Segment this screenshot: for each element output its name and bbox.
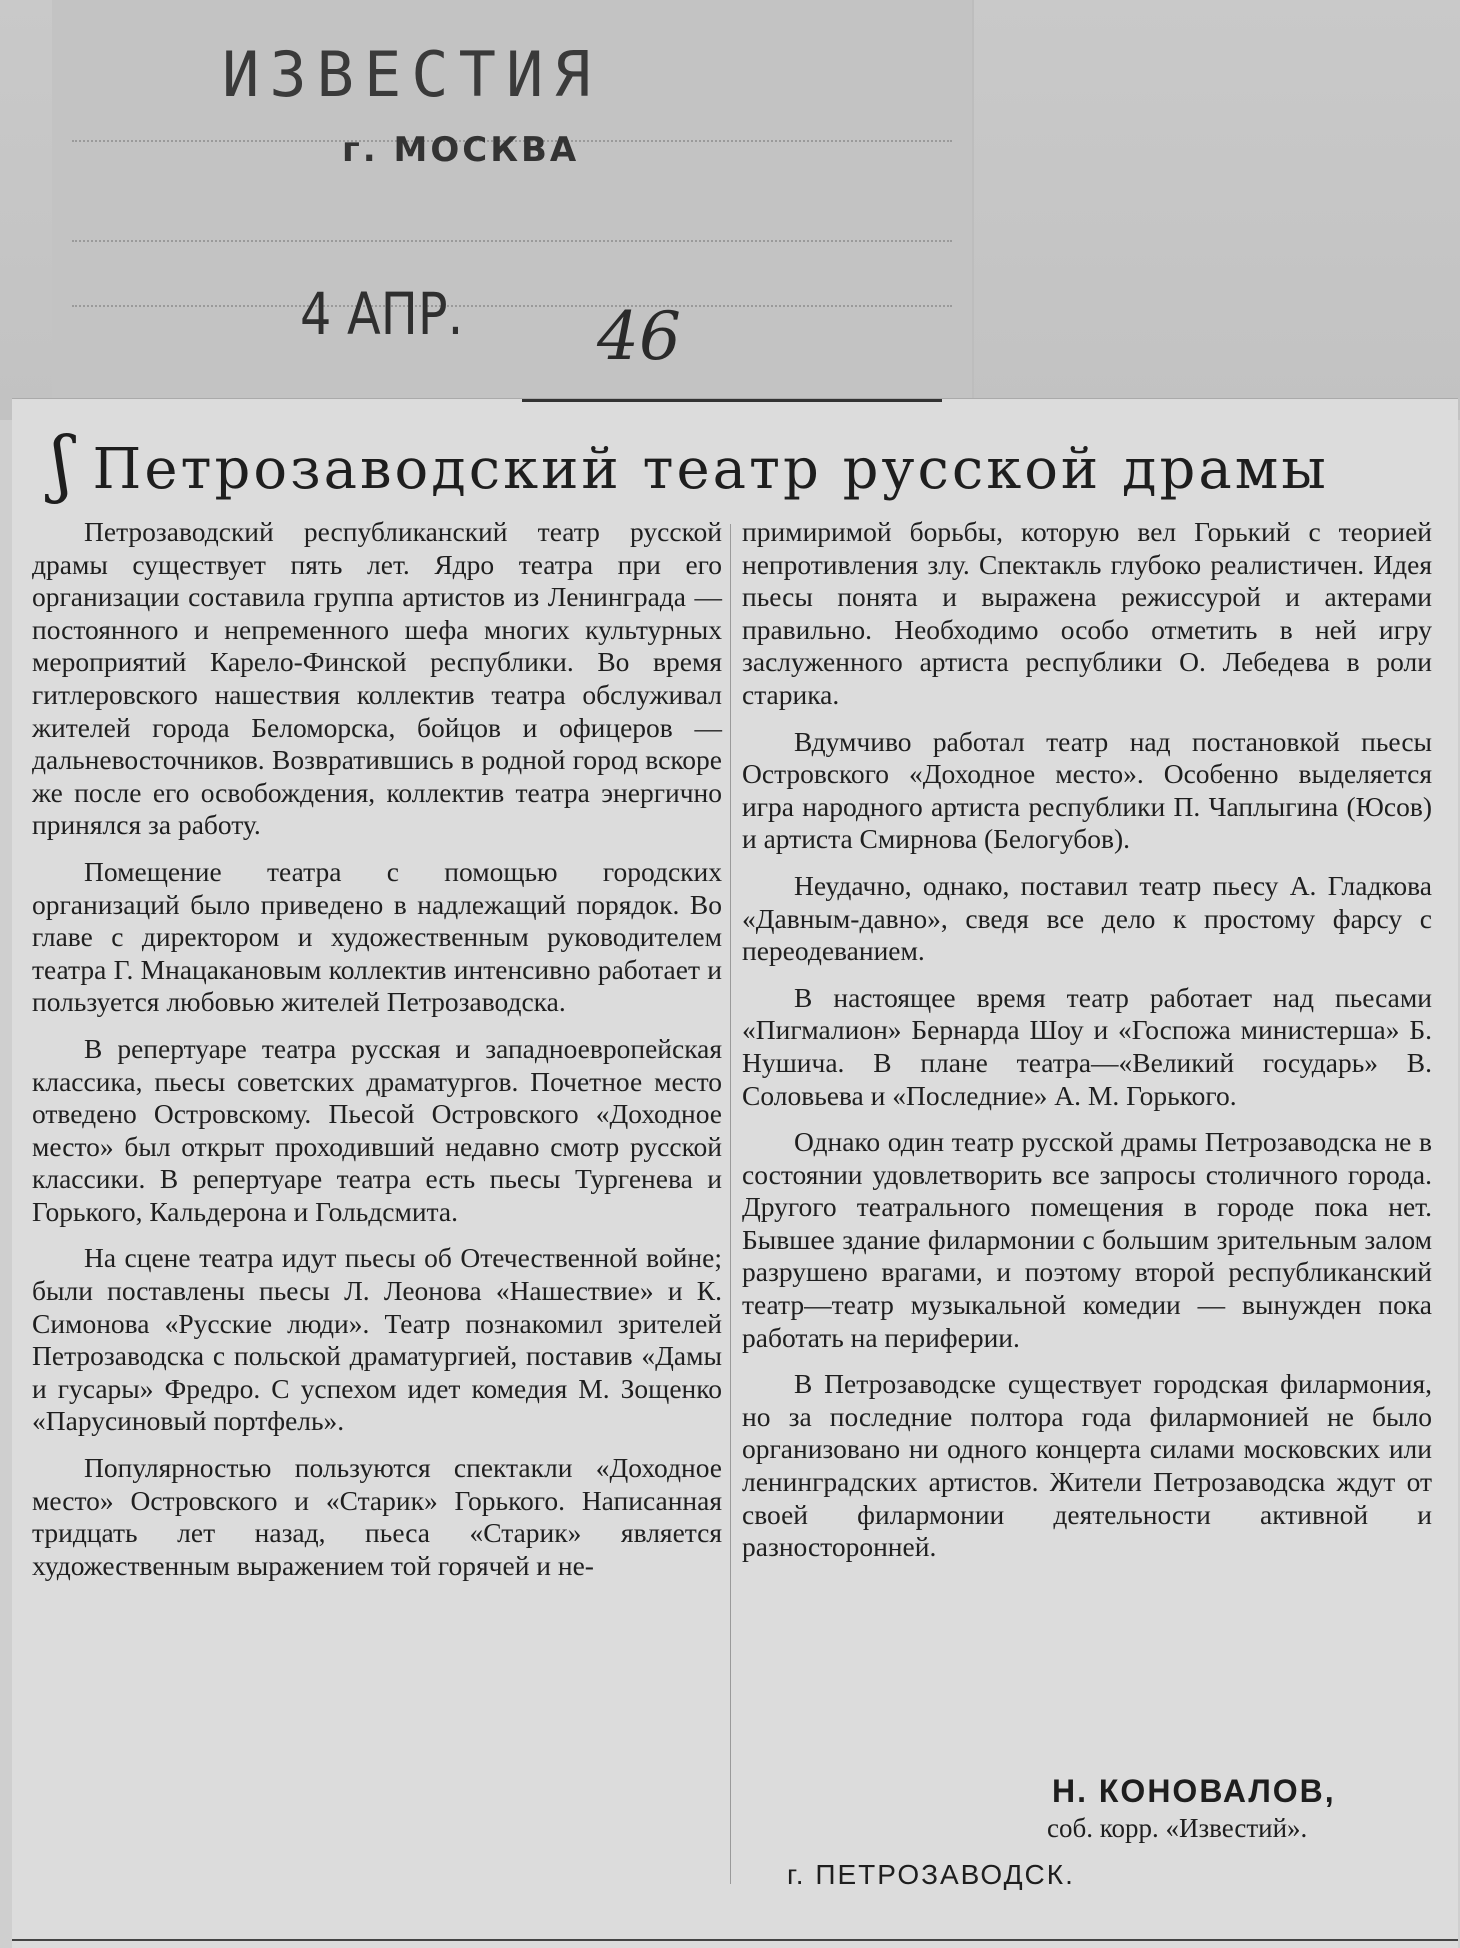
dateline-place: г. ПЕТРОЗАВОДСК. — [787, 1859, 1075, 1890]
margin-mark: ʃ — [52, 421, 75, 505]
newspaper-city: г. МОСКВА — [342, 130, 580, 170]
paragraph-continuation: примиримой борьбы, которую вел Горький с теорией непротивления злу. Спектакль глубоко реалистичен. Идея пьесы понята и выражена режиссурой и актерами правильно. Необходимо особо отметить в ней игру заслуженного артиста республики О. Лебедева в роли старика. — [742, 516, 1432, 710]
paragraph: На сцене театра идут пьесы об Отечественной войне; были поставлены пьесы Л. Леонова «Нашествие» и К. Симонова «Русские люди». Театр познакомил зрителей Петрозаводска с польской драматургией, поставив «Дамы и гусары» Фредро. С успехом идет комедия М. Зощенко «Парусиновый портфель». — [32, 1242, 722, 1437]
paragraph: Петрозаводский республиканский театр русской драмы существует пять лет. Ядро театра при его организации составила группа артистов из Ленинграда — постоянного и непременного шефа многих культурных мероприятий Карело-Финской республики. Во время гитлеровского нашествия коллектив театра обслуживал жителей города Беломорска, бойцов и офицеров — дальневосточников. Возвратившись в родной город вскоре же после его освобождения, коллектив театра энергично принялся за работу. — [32, 516, 722, 841]
newspaper-name: ИЗВЕСТИЯ — [222, 38, 601, 111]
right-column — [742, 516, 1432, 1578]
paragraph: Популярностью пользуются спектакли «Доходное место» Островского и «Старик» Горького. Написанная тридцать лет назад, пьеса «Старик» является художественным выражением той горячей и не- — [32, 1452, 722, 1581]
paragraph: Вдумчиво работал театр над постановкой пьесы Островского «Доходное место». Особенно выделяется игра народного артиста республики П. Чаплыгина (Юсов) и артиста Смирнова (Белогубов). — [742, 725, 1432, 855]
clipping-stamp-area — [52, 0, 970, 400]
headline-text: Петрозаводский театр русской драмы — [92, 437, 1329, 502]
author-role: соб. корр. «Известий». — [1047, 1813, 1308, 1843]
bottom-rule — [12, 1939, 1458, 1941]
paragraph: Неудачно, однако, поставил театр пьесу А. Гладкова «Давным-давно», сведя все дело к простому фарсу с переодеванием. — [742, 869, 1432, 967]
headline — [52, 421, 1432, 505]
top-rule — [522, 399, 942, 402]
paragraph: Однако один театр русской драмы Петрозаводска не в состоянии удовлетворить все запросы столичного города. Другого театрального помещения в городе пока нет. Бывшее здание филармонии с большим зрительным залом разрушено врагами, и поэтому второй республиканский театр—театр музыкальной комедии — вынужден пока работать на периферии. — [742, 1126, 1432, 1353]
slip-ruled-line — [72, 240, 952, 246]
author-name: Н. КОНОВАЛОВ, — [1052, 1773, 1336, 1809]
date-stamp: 4 АПР. — [300, 280, 464, 348]
article — [12, 398, 1458, 1948]
year-handwritten: 46 — [597, 298, 681, 375]
paragraph: В настоящее время театр работает над пьесами «Пигмалион» Бернарда Шоу и «Госпожа министерша» Б. Нушича. В плане театра—«Великий государь» В. Соловьева и «Последние» А. М. Горького. — [742, 981, 1432, 1111]
slip-ruled-line — [72, 305, 952, 311]
column-divider — [730, 524, 731, 1884]
paragraph: В Петрозаводске существует городская филармония, но за последние полтора года филармонией не было организовано ни одного концерта силами московских или ленинградских артистов. Жители Петрозаводска ждут от своей филармонии деятельности активной и разносторонней. — [742, 1368, 1432, 1563]
paragraph: Помещение театра с помощью городских организаций было приведено в надлежащий порядок. Во главе с директором и художественным руководителем театра Г. Мнацакановым коллектив интенсивно работает и пользуется любовью жителей Петрозаводска. — [32, 855, 722, 1018]
paragraph: В репертуаре театра русская и западноевропейская классика, пьесы советских драматургов. Почетное место отведено Островскому. Пьесой Островского «Доходное место» был открыт проходивший недавно смотр русской классики. В репертуаре театра есть пьесы Тургенева и Горького, Кальдерона и Гольдсмита. — [32, 1032, 722, 1227]
left-column — [32, 516, 722, 1596]
